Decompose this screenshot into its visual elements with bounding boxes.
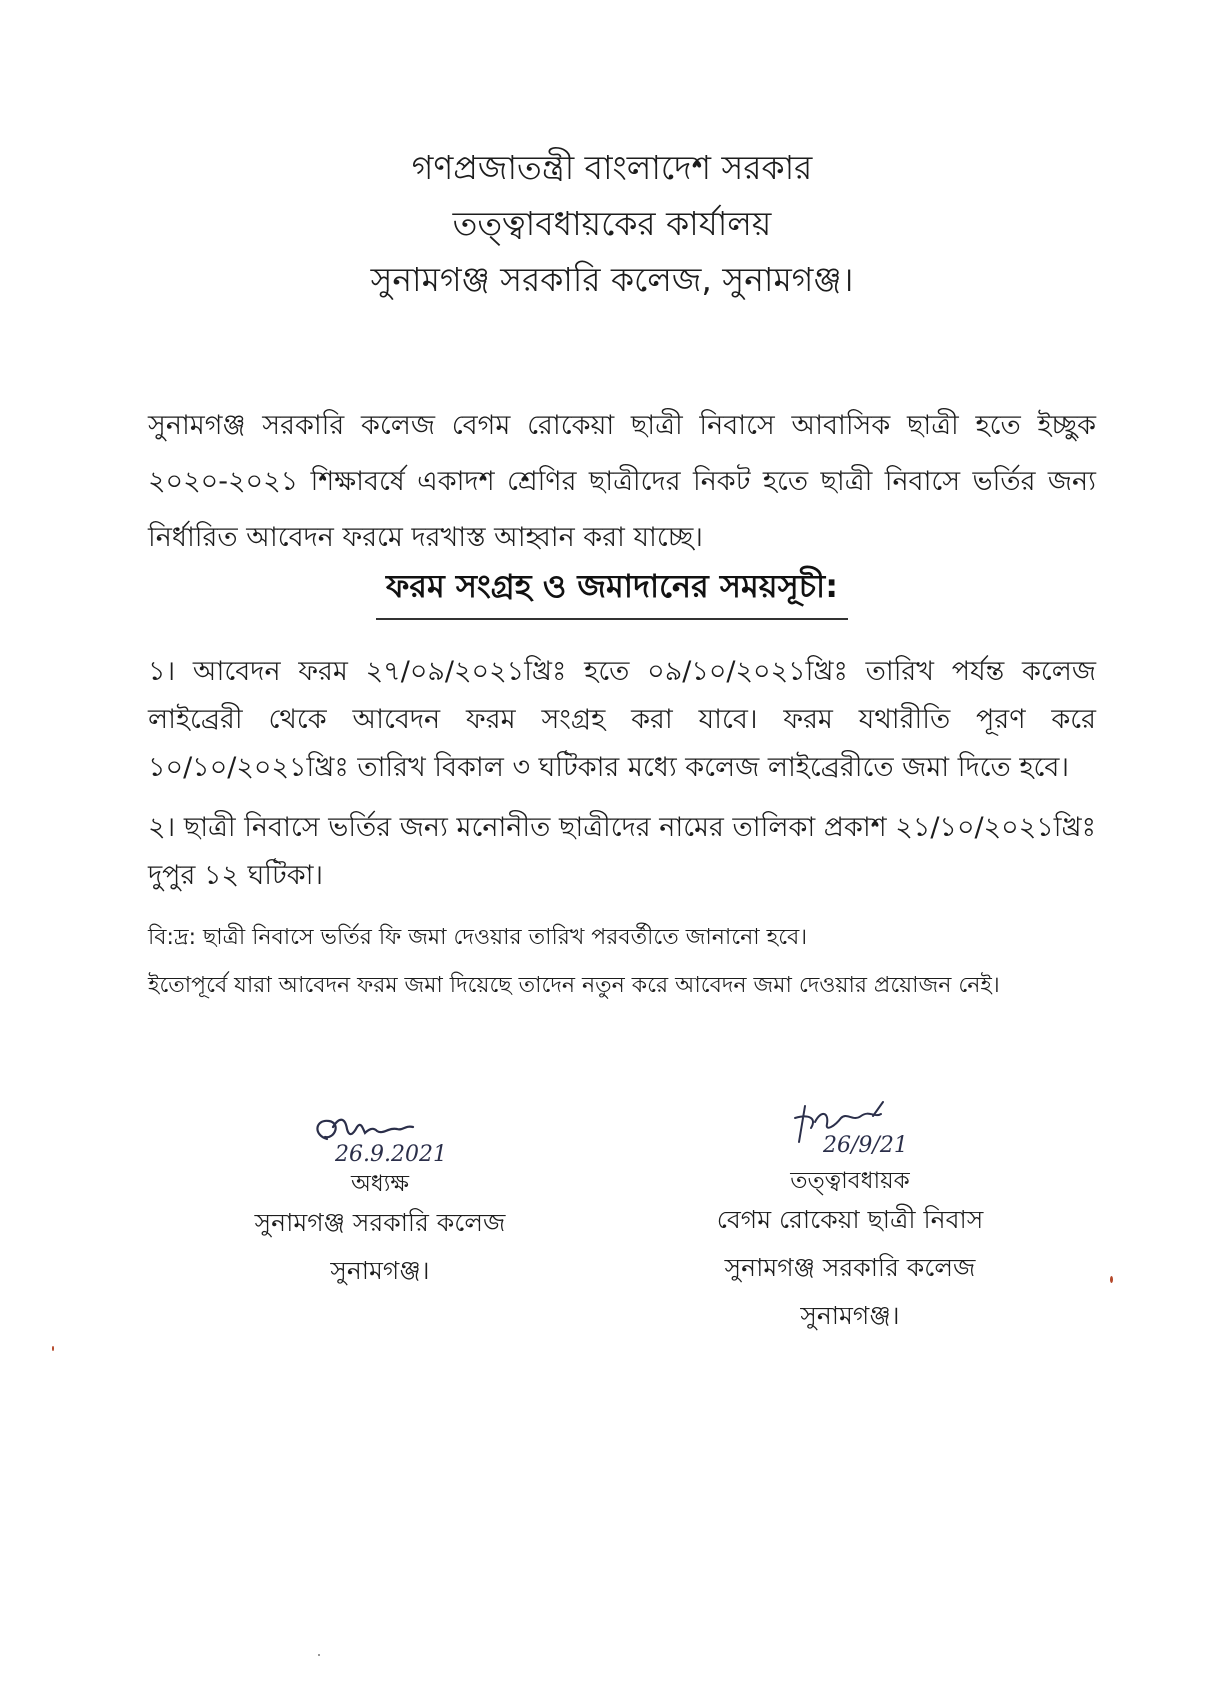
schedule-item-1: ১। আবেদন ফরম ২৭/০৯/২০২১খ্রিঃ হতে ০৯/১০/২০২১খ্রিঃ তারিখ পর্যন্ত কলেজ লাইব্রেরী থেকে আবেদন ফরম সংগ্রহ করা যাবে। ফরম যথারীতি পূরণ করে ১০/১০/২০২১খ্রিঃ তারিখ বিকাল ৩ ঘটিকার মধ্যে কলেজ লাইব্রেরীতে জমা দিতে হবে। [148,656,1096,783]
note-fee-date: বি:দ্র: ছাত্রী নিবাসে ভর্তির ফি জমা দেওয়ার তারিখ পরবর্তীতে জানানো হবে। [148,925,808,950]
signature-block-principal [190,1105,570,1295]
superintendent-title: তত্ত্বাবধায়ক [790,1168,910,1194]
schedule-item-2: ২। ছাত্রী নিবাসে ভর্তির জন্য মনোনীত ছাত্রীদের নামের তালিকা প্রকাশ ২১/১০/২০২১খ্রিঃ দুপুর ১২ ঘটিকা। [148,812,1096,891]
intro-paragraph: সুনামগঞ্জ সরকারি কলেজ বেগম রোকেয়া ছাত্রী নিবাসে আবাসিক ছাত্রী হতে ইচ্ছুক ২০২০-২০২১ শিক্ষাবর্ষে একাদশ শ্রেণির ছাত্রীদের নিকট হতে ছাত্রী নিবাসে ভর্তির জন্য নির্ধারিত আবেদন ফরমে দরখাস্ত আহ্বান করা যাচ্ছে। [148,410,1096,553]
superintendent-college: সুনামগঞ্জ সরকারি কলেজ [724,1253,976,1282]
college-name: সুনামগঞ্জ সরকারি কলেজ, সুনামগঞ্জ। [370,260,854,299]
principal-college: সুনামগঞ্জ সরকারি কলেজ [254,1208,506,1237]
schedule-heading: ফরম সংগ্রহ ও জমাদানের সময়সূচী: [376,560,848,620]
svg-text:26.9.2021: 26.9.2021 [335,1142,447,1167]
principal-signature-icon [305,1105,455,1169]
superintendent-hall: বেগম রোকেয়া ছাত্রী নিবাস [716,1205,984,1234]
scan-speck [52,1346,54,1351]
schedule-heading-wrap [0,560,1224,620]
office-name: তত্ত্বাবধায়কের কার্যালয় [452,204,772,243]
superintendent-signature-icon [765,1092,935,1166]
letterhead [0,140,1224,308]
principal-location: সুনামগঞ্জ। [330,1256,430,1285]
scan-speck [318,1654,320,1656]
signature-block-superintendent [660,1092,1040,1340]
superintendent-location: সুনামগঞ্জ। [800,1301,900,1330]
principal-title: অধ্যক্ষ [350,1171,410,1197]
note-previous-applicants: ইতোপূর্বে যারা আবেদন ফরম জমা দিয়েছে তাদেন নতুন করে আবেদন জমা দেওয়ার প্রয়োজন নেই। [148,973,1000,998]
government-name: গণপ্রজাতন্ত্রী বাংলাদেশ সরকার [411,148,813,187]
scan-speck [1110,1276,1113,1283]
svg-text:26/9/21: 26/9/21 [823,1133,908,1158]
